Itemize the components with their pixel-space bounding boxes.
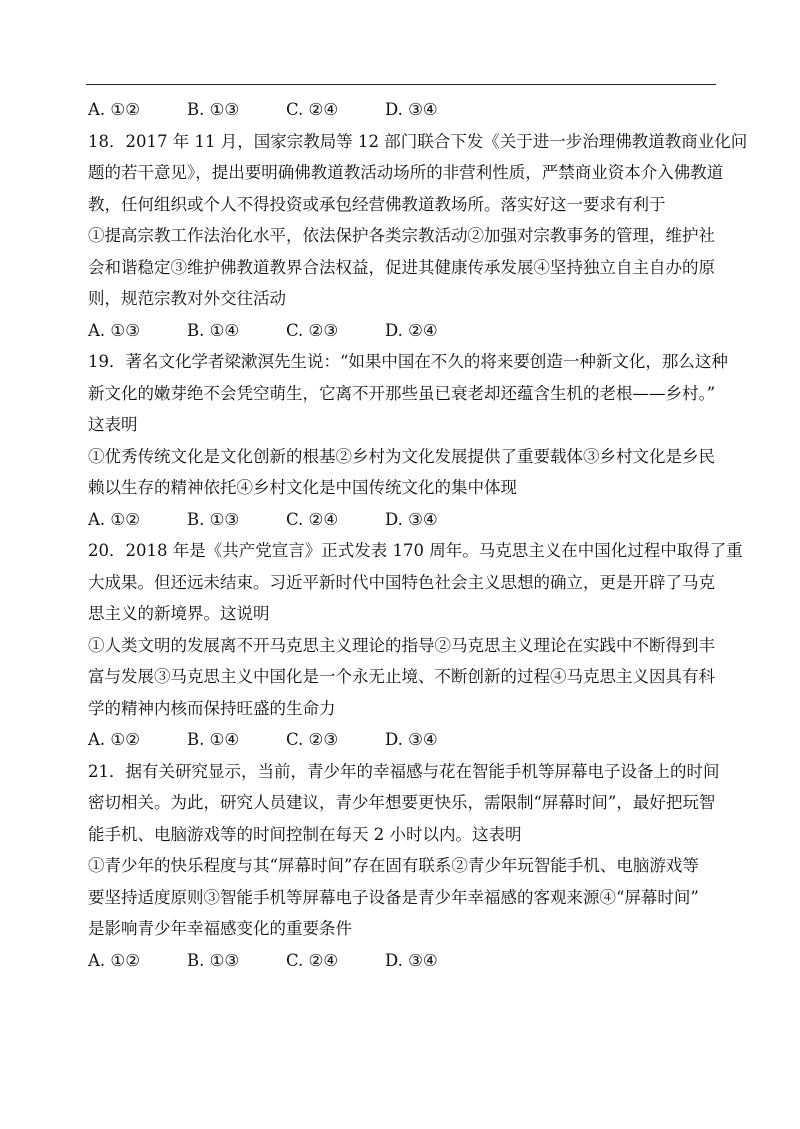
question-stem-line: 新文化的嫩芽绝不会凭空萌生，它离不开那些虽已衰老却还蕴含生机的老根——乡村。” (88, 383, 716, 403)
option-b[interactable]: B. ①③ (187, 509, 240, 529)
question-stem-line: 思主义的新境界。这说明 (88, 604, 270, 623)
statement-line: 则，规范宗教对外交往活动 (88, 289, 286, 308)
option-c[interactable]: C. ②④ (286, 100, 339, 119)
option-d[interactable]: D. ③④ (385, 509, 438, 529)
question-stem-line: 这表明 (88, 415, 138, 434)
question-stem-line: 18．2017 年 11 月，国家宗教局等 12 部门联合下发《关于进一步治理佛教道教商业化问 (88, 131, 748, 151)
question-stem-line: 能手机、电脑游戏等的时间控制在每天 2 小时以内。这表明 (88, 824, 522, 844)
answer-options-q19 (88, 504, 716, 536)
option-b[interactable]: B. ①④ (187, 320, 240, 340)
header-rule (86, 84, 716, 85)
question-19 (88, 346, 728, 535)
option-a[interactable]: A. ①② (88, 100, 140, 119)
option-a[interactable]: A. ①② (88, 730, 140, 749)
statement-line: ①人类文明的发展离不开马克思主义理论的指导②马克思主义理论在实践中不断得到丰 (88, 635, 715, 655)
question-21 (88, 756, 720, 977)
question-stem-line: 21．据有关研究显示，当前，青少年的幸福感与花在智能手机等屏幕电子设备上的时间 (88, 761, 720, 781)
option-a[interactable]: A. ①③ (88, 320, 140, 340)
statement-line: ①提高宗教工作法治化水平，依法保护各类宗教活动②加强对宗教事务的管理，维护社 (88, 226, 715, 245)
question-stem-line: 题的若干意见》，提出要明确佛教道教活动场所的非营利性质，严禁商业资本介入佛教道 (88, 163, 724, 182)
statement-line: 是影响青少年幸福感变化的重要条件 (88, 919, 352, 938)
statement-line: 会和谐稳定③维护佛教道教界合法权益，促进其健康传承发展④坚持独立自主自办的原 (88, 257, 715, 277)
question-18 (88, 126, 748, 347)
option-d[interactable]: D. ③④ (385, 950, 438, 970)
option-b[interactable]: B. ①③ (187, 100, 240, 119)
option-c[interactable]: C. ②④ (286, 509, 339, 529)
option-d[interactable]: D. ③④ (385, 730, 438, 749)
option-d[interactable]: D. ②④ (385, 320, 438, 340)
option-d[interactable]: D. ③④ (385, 100, 438, 119)
statement-line: ①青少年的快乐程度与其“屏幕时间”存在固有联系②青少年玩智能手机、电脑游戏等 (88, 856, 699, 875)
exam-page-content (88, 94, 748, 976)
answer-options-q18 (88, 315, 716, 347)
statement-line: ①优秀传统文化是文化创新的根基②乡村为文化发展提供了重要载体③乡村文化是乡民 (88, 446, 715, 466)
option-a[interactable]: A. ①② (88, 950, 140, 970)
answer-options-q20 (88, 724, 716, 756)
answer-options-q17 (88, 94, 716, 126)
option-a[interactable]: A. ①② (88, 509, 140, 529)
statement-line: 学的精神内核而保持旺盛的生命力 (88, 698, 336, 718)
option-c[interactable]: C. ②③ (286, 320, 339, 340)
statement-line: 富与发展③马克思主义中国化是一个永无止境、不断创新的过程④马克思主义因具有科 (88, 667, 715, 686)
option-c[interactable]: C. ②③ (286, 730, 339, 749)
question-stem-line: 密切相关。为此，研究人员建议，青少年想要更快乐，需限制“屏幕时间”，最好把玩智 (88, 793, 716, 812)
question-stem-line: 大成果。但还远未结束。习近平新时代中国特色社会主义思想的确立，更是开辟了马克 (88, 572, 715, 592)
question-20 (88, 535, 743, 756)
option-b[interactable]: B. ①④ (187, 730, 240, 749)
statement-line: 要坚持适度原则③智能手机等屏幕电子设备是青少年幸福感的客观来源④“屏幕时间” (88, 887, 699, 907)
question-stem-line: 20．2018 年是《共产党宣言》正式发表 170 周年。马克思主义在中国化过程中取得了重 (88, 541, 743, 560)
question-stem-line: 19．著名文化学者梁漱溟先生说：“如果中国在不久的将来要创造一种新文化，那么这种 (88, 352, 728, 371)
option-c[interactable]: C. ②④ (286, 950, 339, 970)
option-b[interactable]: B. ①③ (187, 950, 240, 970)
question-stem-line: 教，任何组织或个人不得投资或承包经营佛教道教场所。落实好这一要求有利于 (88, 194, 666, 214)
statement-line: 赖以生存的精神依托④乡村文化是中国传统文化的集中体现 (88, 478, 517, 497)
answer-options-q21 (88, 945, 716, 977)
